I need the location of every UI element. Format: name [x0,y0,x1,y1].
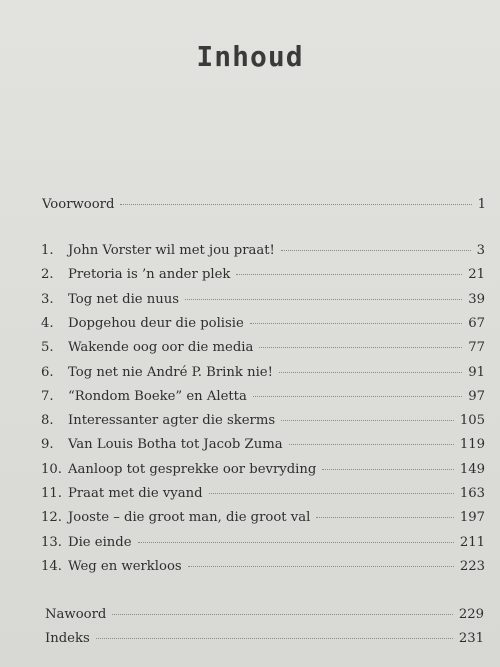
toc-entry-chapter [41,315,485,333]
toc-entry-chapter [41,242,485,260]
dot-leader [322,468,454,470]
toc-entry-chapter [41,339,485,357]
toc-entry-label: Tog net nie André P. Brink nie! [68,364,273,380]
toc-entry-label: Aanloop tot gesprekke oor bevryding [68,461,317,477]
dot-leader [281,249,471,251]
toc-entry-chapter [41,291,485,309]
toc-entry-label: “Rondom Boeke” en Aletta [68,388,247,404]
toc-entry-page: 3 [476,243,485,258]
dot-leader [259,346,462,348]
dot-leader [289,443,454,445]
toc-entry-label: Pretoria is ’n ander plek [68,267,231,283]
toc-entry-chapter [41,388,485,406]
toc-entry-page: 77 [468,340,485,356]
toc-entry-page: 229 [458,607,484,622]
dot-leader [236,273,462,275]
toc-entry-nawoord [45,606,484,624]
toc-entry-page: 197 [459,510,485,526]
toc-entry-chapter [41,534,485,552]
toc-entry-label: Interessanter agter die skerms [68,413,276,429]
toc-entry-label: Indeks [45,631,90,646]
chapter-number: 5. [41,340,54,356]
toc-entry-page: 97 [468,388,485,404]
toc-entry-page: 231 [458,631,484,646]
chapter-number: 7. [41,388,54,404]
toc-entry-chapter [41,461,485,479]
toc-entry-page: 163 [459,486,485,501]
toc-entry-label: Wakende oog oor die media [68,340,254,356]
toc-entry-label: Tog net die nuus [68,291,180,307]
chapter-number: 11. [41,486,62,501]
toc-entry-label: Weg en werkloos [68,558,182,574]
dot-leader [279,371,462,373]
toc-entry-page: 149 [459,461,485,477]
dot-leader [250,322,462,324]
page-title: Inhoud [196,40,304,73]
chapter-number: 14. [41,558,62,574]
dot-leader [120,203,471,205]
toc-entry-label: Die einde [68,534,132,550]
chapter-number: 2. [41,267,54,283]
dot-leader [96,637,453,639]
toc-entry-page: 91 [468,364,485,380]
toc-entry-chapter [41,485,485,503]
dot-leader [188,565,454,567]
toc-entry-label: Jooste – die groot man, die groot val [68,510,311,526]
chapter-number: 8. [41,413,54,429]
toc-entry-chapter [41,364,485,382]
chapter-number: 4. [41,315,54,331]
dot-leader [138,541,454,543]
toc-entry-chapter [41,412,485,430]
chapter-number: 3. [41,291,54,307]
chapter-number: 1. [41,243,54,258]
toc-entry-label: Nawoord [45,607,107,622]
toc-entry-page: 119 [459,437,485,453]
dot-leader [316,516,453,518]
chapter-number: 9. [41,437,54,453]
toc-entry-label: Voorwoord [42,197,115,212]
dot-leader [185,298,462,300]
toc-entry-chapter [41,436,485,454]
toc-entry-page: 105 [459,413,485,429]
toc-entry-page: 39 [468,291,485,307]
toc-entry-label: Praat met die vyand [68,486,203,501]
toc-entry-chapter [41,266,485,284]
chapter-number: 12. [41,510,62,526]
dot-leader [209,492,454,494]
toc-entry-page: 21 [468,267,485,283]
toc-entry-chapter [41,509,485,527]
chapter-number: 13. [41,534,62,550]
dot-leader [281,419,454,421]
toc-entry-voorwoord [42,196,486,214]
toc-entry-label: John Vorster wil met jou praat! [68,243,275,258]
dot-leader [112,613,453,615]
toc-entry-page: 67 [468,315,485,331]
toc-entry-page: 211 [459,534,485,550]
dot-leader [253,395,462,397]
toc-entry-label: Dopgehou deur die polisie [68,315,244,331]
toc-entry-label: Van Louis Botha tot Jacob Zuma [68,437,283,453]
toc-entry-page: 1 [477,197,486,212]
chapter-number: 6. [41,364,54,380]
toc-entry-chapter [41,558,485,576]
chapter-number: 10. [41,461,62,477]
toc-entry-page: 223 [459,558,485,574]
toc-entry-indeks [45,630,484,648]
